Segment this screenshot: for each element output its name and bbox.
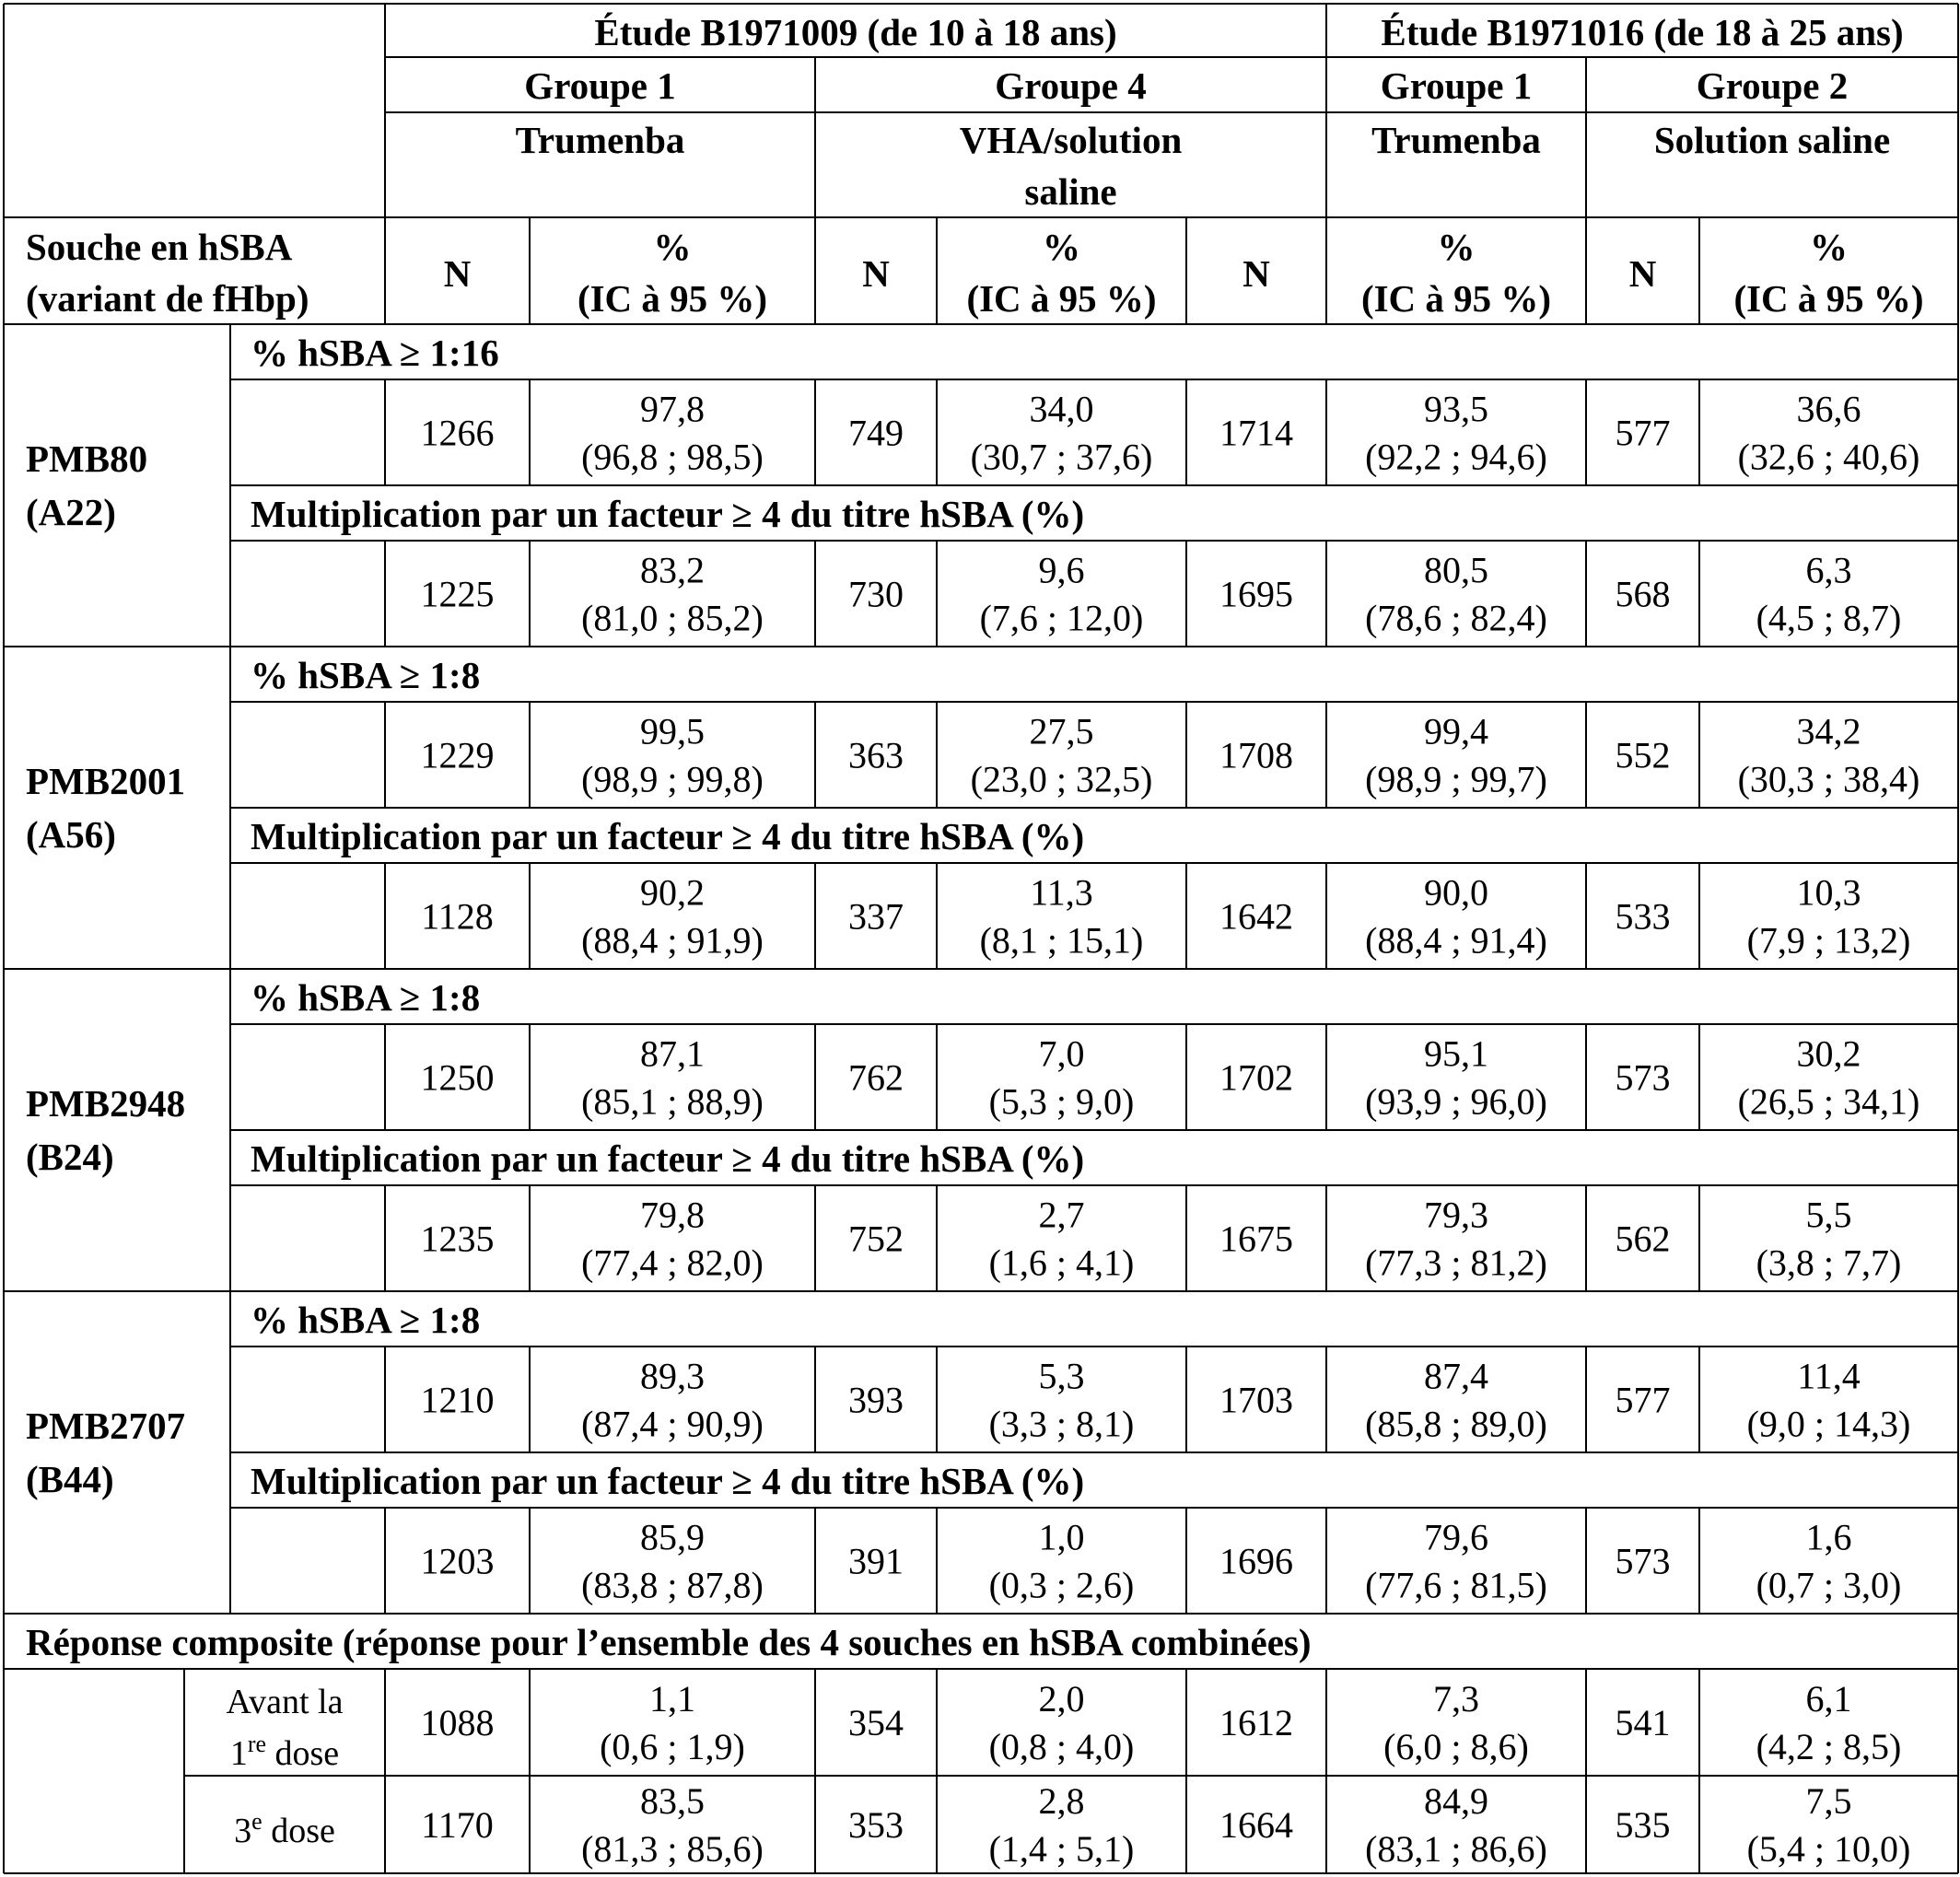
- threshold-cell-pct: 89,3: [640, 1355, 705, 1397]
- fold-rise-cell-ci: (77,3 ; 81,2): [1365, 1242, 1547, 1284]
- threshold-cell-ci: (23,0 ; 32,5): [970, 758, 1153, 800]
- threshold-cell-n: 577: [1615, 1379, 1671, 1421]
- composite-row-label-dose-sup: re: [247, 1731, 267, 1757]
- fold-rise-cell-ci: (81,0 ; 85,2): [581, 597, 764, 639]
- study-b1971016-header: Étude B1971016 (de 18 à 25 ans): [1381, 11, 1904, 53]
- vaccine-header: VHA/solution: [959, 119, 1183, 161]
- vaccine-header: Trumenba: [515, 119, 685, 161]
- fold-rise-cell-pct: 79,8: [640, 1194, 705, 1236]
- n-column-header: N: [1242, 252, 1270, 295]
- threshold-label: % hSBA ≥ 1:8: [251, 1299, 481, 1341]
- threshold-cell-pct: 95,1: [1424, 1032, 1488, 1075]
- threshold-cell-ci: (3,3 ; 8,1): [988, 1403, 1135, 1445]
- composite-cell-pct: 2,8: [1038, 1780, 1085, 1822]
- fold-rise-cell-ci: (8,1 ; 15,1): [979, 919, 1144, 962]
- threshold-cell-n: 577: [1615, 412, 1671, 454]
- fold-rise-label: Multiplication par un facteur ≥ 4 du titre hSBA (%): [251, 1460, 1085, 1502]
- composite-cell-ci: (81,3 ; 85,6): [581, 1828, 764, 1870]
- threshold-cell-ci: (98,9 ; 99,8): [581, 758, 764, 800]
- fold-rise-cell-pct: 11,3: [1030, 871, 1093, 914]
- fold-rise-cell-n: 568: [1615, 573, 1671, 615]
- fold-rise-label: Multiplication par un facteur ≥ 4 du titre hSBA (%): [251, 815, 1085, 857]
- group-header: Groupe 2: [1696, 64, 1849, 107]
- threshold-cell-n: 749: [848, 412, 904, 454]
- threshold-cell-ci: (92,2 ; 94,6): [1365, 436, 1547, 478]
- composite-title: Réponse composite (réponse pour l’ensemble des 4 souches en hSBA combinées): [26, 1621, 1312, 1663]
- fold-rise-cell-n: 1203: [420, 1540, 495, 1582]
- composite-cell-n: 354: [848, 1702, 904, 1743]
- fold-rise-cell-n: 391: [848, 1540, 904, 1582]
- fold-rise-cell-pct: 85,9: [640, 1516, 705, 1558]
- threshold-cell-n: 1702: [1219, 1056, 1293, 1099]
- fold-rise-cell-ci: (88,4 ; 91,4): [1365, 919, 1547, 962]
- n-column-header: N: [862, 252, 890, 295]
- composite-cell-n: 1088: [420, 1702, 495, 1743]
- composite-cell-ci: (83,1 ; 86,6): [1365, 1828, 1547, 1870]
- composite-cell-ci: (4,2 ; 8,5): [1756, 1726, 1902, 1767]
- pct-column-header: %: [1437, 226, 1476, 268]
- threshold-cell-ci: (26,5 ; 34,1): [1737, 1080, 1920, 1123]
- vaccine-header: Solution saline: [1653, 119, 1891, 161]
- ci-column-header: (IC à 95 %): [577, 277, 768, 320]
- fold-rise-cell-ci: (77,6 ; 81,5): [1365, 1564, 1547, 1606]
- fold-rise-cell-pct: 1,0: [1038, 1516, 1085, 1558]
- fold-rise-cell-pct: 83,2: [640, 549, 705, 591]
- composite-cell-n: 535: [1615, 1804, 1671, 1846]
- composite-row-label-dose-num: 1: [229, 1734, 248, 1773]
- strain-variant: (B24): [26, 1136, 114, 1178]
- threshold-cell-ci: (98,9 ; 99,7): [1365, 758, 1547, 800]
- fold-rise-cell-ci: (88,4 ; 91,9): [581, 919, 764, 962]
- threshold-cell-n: 1250: [420, 1056, 495, 1099]
- threshold-label: % hSBA ≥ 1:8: [251, 654, 481, 696]
- composite-row-label-third-dose: [234, 1808, 335, 1850]
- fold-rise-label: Multiplication par un facteur ≥ 4 du titre hSBA (%): [251, 1137, 1085, 1180]
- fold-rise-cell-ci: (7,9 ; 13,2): [1746, 919, 1911, 962]
- threshold-cell-n: 1229: [420, 734, 495, 776]
- fold-rise-cell-n: 1695: [1219, 573, 1293, 615]
- fold-rise-cell-n: 562: [1615, 1218, 1671, 1260]
- threshold-cell-pct: 87,4: [1424, 1355, 1488, 1397]
- strain-name: PMB2001: [26, 760, 186, 802]
- fold-rise-cell-pct: 10,3: [1796, 871, 1861, 914]
- composite-cell-n: 1664: [1219, 1804, 1293, 1846]
- composite-row-label: Avant la: [226, 1683, 344, 1721]
- threshold-cell-n: 573: [1615, 1056, 1671, 1099]
- pct-column-header: %: [1043, 226, 1080, 268]
- fold-rise-cell-n: 573: [1615, 1540, 1671, 1582]
- threshold-cell-n: 363: [848, 734, 904, 776]
- threshold-cell-n: 762: [848, 1056, 904, 1099]
- threshold-label: % hSBA ≥ 1:8: [251, 976, 481, 1019]
- fold-rise-cell-n: 1675: [1219, 1218, 1293, 1260]
- fold-rise-cell-pct: 2,7: [1038, 1194, 1085, 1236]
- threshold-cell-n: 552: [1615, 734, 1671, 776]
- fold-rise-cell-ci: (1,6 ; 4,1): [988, 1242, 1135, 1284]
- fold-rise-cell-ci: (83,8 ; 87,8): [581, 1564, 764, 1606]
- ci-column-header: (IC à 95 %): [966, 277, 1157, 320]
- pct-column-header: %: [1810, 226, 1848, 268]
- threshold-cell-pct: 5,3: [1038, 1355, 1085, 1397]
- fold-rise-cell-ci: (4,5 ; 8,7): [1756, 597, 1902, 639]
- fold-rise-cell-pct: 9,6: [1038, 549, 1085, 591]
- threshold-cell-n: 1714: [1219, 412, 1293, 454]
- group-header: Groupe 4: [995, 64, 1147, 107]
- threshold-cell-pct: 99,4: [1424, 710, 1488, 752]
- threshold-cell-n: 1708: [1219, 734, 1293, 776]
- threshold-cell-ci: (96,8 ; 98,5): [581, 436, 764, 478]
- composite-cell-pct: 7,5: [1805, 1780, 1852, 1822]
- composite-cell-ci: (1,4 ; 5,1): [988, 1828, 1135, 1870]
- composite-cell-ci: (5,4 ; 10,0): [1746, 1828, 1911, 1870]
- fold-rise-cell-ci: (0,3 ; 2,6): [988, 1564, 1135, 1606]
- vaccine-header: Trumenba: [1371, 119, 1541, 161]
- fold-rise-cell-n: 1235: [420, 1218, 495, 1260]
- study-b1971009-header: Étude B1971009 (de 10 à 18 ans): [594, 11, 1117, 53]
- composite-cell-pct: 83,5: [640, 1780, 705, 1822]
- table-text: [26, 11, 1924, 1870]
- strain-variant: (A56): [26, 813, 116, 856]
- threshold-cell-n: 393: [848, 1379, 904, 1421]
- fold-rise-cell-pct: 6,3: [1805, 549, 1852, 591]
- threshold-cell-pct: 34,0: [1029, 388, 1094, 430]
- threshold-cell-ci: (5,3 ; 9,0): [988, 1080, 1135, 1123]
- threshold-cell-ci: (93,9 ; 96,0): [1365, 1080, 1547, 1123]
- threshold-cell-pct: 97,8: [640, 388, 705, 430]
- composite-cell-n: 541: [1615, 1702, 1671, 1743]
- threshold-cell-ci: (9,0 ; 14,3): [1746, 1403, 1911, 1445]
- composite-cell-ci: (6,0 ; 8,6): [1383, 1726, 1529, 1767]
- fold-rise-cell-pct: 90,2: [640, 871, 705, 914]
- group-header: Groupe 1: [524, 64, 676, 107]
- strain-column-header: Souche en hSBA: [26, 226, 293, 268]
- composite-row-label-third-dose-sup: e: [251, 1808, 262, 1835]
- threshold-cell-n: 1266: [420, 412, 495, 454]
- composite-cell-pct: 1,1: [649, 1678, 695, 1720]
- vaccine-header-line2: saline: [1024, 170, 1117, 213]
- strain-name: PMB80: [26, 437, 148, 480]
- strain-variant: (B44): [26, 1458, 114, 1500]
- composite-cell-ci: (0,8 ; 4,0): [988, 1726, 1135, 1767]
- threshold-cell-pct: 87,1: [640, 1032, 705, 1075]
- fold-rise-cell-pct: 1,6: [1805, 1516, 1852, 1558]
- group-header: Groupe 1: [1380, 64, 1533, 107]
- fold-rise-cell-ci: (78,6 ; 82,4): [1365, 597, 1547, 639]
- threshold-cell-n: 1210: [420, 1379, 495, 1421]
- threshold-cell-ci: (30,7 ; 37,6): [970, 436, 1153, 478]
- threshold-cell-ci: (87,4 ; 90,9): [581, 1403, 764, 1445]
- composite-cell-ci: (0,6 ; 1,9): [600, 1726, 745, 1767]
- threshold-cell-ci: (30,3 ; 38,4): [1737, 758, 1920, 800]
- strain-column-header-line2: (variant de fHbp): [26, 277, 309, 320]
- fold-rise-cell-ci: (77,4 ; 82,0): [581, 1242, 764, 1284]
- composite-row-label-dose: [230, 1731, 339, 1773]
- threshold-cell-ci: (85,1 ; 88,9): [581, 1080, 764, 1123]
- threshold-cell-n: 1703: [1219, 1379, 1293, 1421]
- fold-rise-cell-ci: (7,6 ; 12,0): [979, 597, 1144, 639]
- pct-column-header: %: [653, 226, 692, 268]
- composite-row-label-dose-rest: dose: [266, 1734, 340, 1773]
- threshold-cell-pct: 7,0: [1038, 1032, 1085, 1075]
- composite-cell-pct: 7,3: [1433, 1678, 1479, 1720]
- fold-rise-cell-n: 533: [1615, 895, 1671, 938]
- ci-column-header: (IC à 95 %): [1360, 277, 1552, 320]
- fold-rise-cell-n: 1696: [1219, 1540, 1293, 1582]
- threshold-label: % hSBA ≥ 1:16: [251, 332, 499, 374]
- threshold-cell-pct: 99,5: [640, 710, 705, 752]
- fold-rise-cell-pct: 5,5: [1805, 1194, 1852, 1236]
- strain-name: PMB2707: [26, 1405, 186, 1447]
- fold-rise-cell-n: 730: [848, 573, 904, 615]
- threshold-cell-pct: 34,2: [1796, 710, 1861, 752]
- fold-rise-cell-n: 1225: [420, 573, 495, 615]
- fold-rise-cell-n: 752: [848, 1218, 904, 1260]
- strain-name: PMB2948: [26, 1082, 186, 1125]
- strain-variant: (A22): [26, 491, 116, 533]
- composite-cell-pct: 84,9: [1424, 1780, 1488, 1822]
- composite-cell-pct: 2,0: [1038, 1678, 1085, 1720]
- composite-cell-n: 1612: [1219, 1702, 1293, 1743]
- threshold-cell-pct: 30,2: [1796, 1032, 1861, 1075]
- threshold-cell-pct: 27,5: [1029, 710, 1094, 752]
- threshold-cell-pct: 93,5: [1424, 388, 1488, 430]
- threshold-cell-ci: (32,6 ; 40,6): [1737, 436, 1920, 478]
- fold-rise-cell-ci: (0,7 ; 3,0): [1756, 1564, 1902, 1606]
- fold-rise-cell-pct: 80,5: [1424, 549, 1488, 591]
- fold-rise-label: Multiplication par un facteur ≥ 4 du titre hSBA (%): [251, 493, 1085, 535]
- n-column-header: N: [1628, 252, 1657, 295]
- fold-rise-cell-n: 1128: [421, 895, 494, 938]
- fold-rise-cell-ci: (3,8 ; 7,7): [1756, 1242, 1902, 1284]
- composite-cell-n: 353: [848, 1804, 904, 1846]
- fold-rise-cell-n: 337: [848, 895, 904, 938]
- fold-rise-cell-pct: 90,0: [1424, 871, 1488, 914]
- ci-column-header: (IC à 95 %): [1733, 277, 1924, 320]
- fold-rise-cell-n: 1642: [1219, 895, 1293, 938]
- composite-row-label-third-dose-rest: dose: [262, 1812, 335, 1850]
- n-column-header: N: [443, 252, 472, 295]
- composite-cell-n: 1170: [421, 1804, 494, 1846]
- threshold-cell-pct: 36,6: [1796, 388, 1861, 430]
- threshold-cell-ci: (85,8 ; 89,0): [1365, 1403, 1547, 1445]
- fold-rise-cell-pct: 79,3: [1424, 1194, 1488, 1236]
- threshold-cell-pct: 11,4: [1797, 1355, 1861, 1397]
- composite-cell-pct: 6,1: [1805, 1678, 1852, 1720]
- fold-rise-cell-pct: 79,6: [1424, 1516, 1488, 1558]
- composite-row-label-third-dose-num: 3: [234, 1812, 252, 1850]
